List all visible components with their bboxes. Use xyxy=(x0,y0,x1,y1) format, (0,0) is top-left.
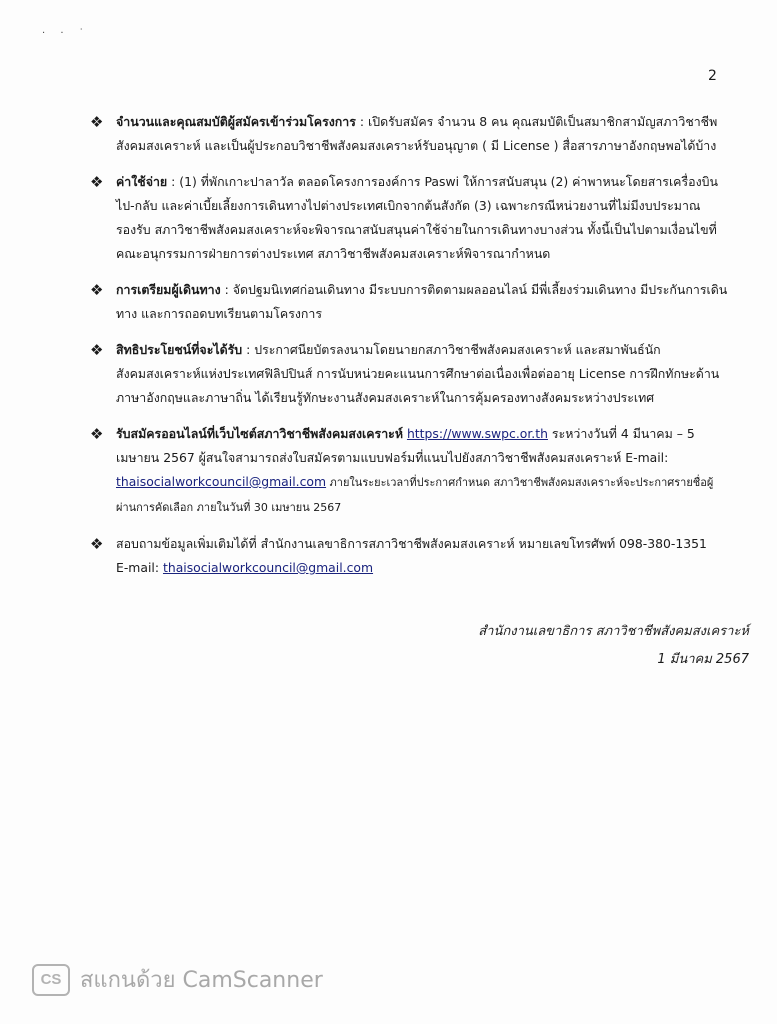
register-text: ระหว่างวันที่ 4 มีนาคม – 5 เมษายน 2567 ผู้สนใจสามารถส่งใบสมัครตามแบบฟอร์มที่แนบไปยังสภาวิชาชีพสังคมสงเคราะห์ xyxy=(116,426,695,465)
email-label: E-mail: xyxy=(625,450,669,465)
item-text: : (1) ที่พักเกาะปาลาวัล ตลอดโครงการองค์การ Paswi ให้การสนับสนุน (2) ค่าพาหนะโดยสารเครื่องบินไป-กลับ และค่าเบี้ยเลี้ยงการเดินทางไปต่างประเทศเบิกจากต้นสังกัด (3) เฉพาะกรณีหน่วยงานที่ไม่มีงบประมาณรองรับ สภาวิชาชีพสังคมสงเคราะห์จะพิจารณาสนับสนุนค่าใช้จ่ายในการเดินทางบางส่วน ทั้งนี้เป็นไปตามเงื่อนไขที่คณะอนุกรรมการฝ่ายการต่างประเทศ สภาวิชาชีพสังคมสงเคราะห์พิจารณากำหนด xyxy=(116,174,718,261)
list-item xyxy=(90,110,730,158)
camscanner-watermark xyxy=(32,962,323,997)
bullet-icon: ❖ xyxy=(90,425,104,443)
contact-text: สอบถามข้อมูลเพิ่มเติมได้ที่ สำนักงานเลขาธิการสภาวิชาชีพสังคมสงเคราะห์ หมายเลขโทรศัพท์ 098-380-1351 xyxy=(116,536,707,551)
bullet-icon: ❖ xyxy=(90,173,104,191)
item-text: : ประกาศนียบัตรลงนามโดยนายกสภาวิชาชีพสังคมสงเคราะห์ และสมาพันธ์นักสังคมสงเคราะห์แห่งประเทศฟิลิปปินส์ การนับหน่วยคะแนนการศึกษาต่อเนื่องเพื่อต่ออายุ License การฝึกทักษะด้านภาษาอังกฤษและภาษาถิ่น ได้เรียนรู้ทักษะงานสังคมสงเคราะห์ในการคุ้มครองทางสังคมระหว่างประเทศ xyxy=(116,342,720,405)
page-number: 2 xyxy=(708,68,717,84)
camscanner-logo-icon: CS xyxy=(32,964,70,996)
item-label: ค่าใช้จ่าย xyxy=(116,174,168,189)
signature-office: สำนักงานเลขาธิการ สภาวิชาชีพสังคมสงเคราะห์ xyxy=(478,624,749,639)
scan-specks: · · ˙ xyxy=(42,28,90,39)
list-item xyxy=(90,278,730,326)
item-label: สิทธิประโยชน์ที่จะได้รับ xyxy=(116,342,243,357)
register-item xyxy=(90,422,730,520)
watermark-text: สแกนด้วย CamScanner xyxy=(80,968,323,993)
website-link[interactable]: https://www.swpc.or.th xyxy=(406,426,548,441)
bullet-icon: ❖ xyxy=(90,535,104,553)
list-item xyxy=(90,338,730,410)
bullet-icon: ❖ xyxy=(90,341,104,359)
contact-item xyxy=(90,532,730,580)
document-body xyxy=(90,110,730,592)
item-text: : จัดปฐมนิเทศก่อนเดินทาง มีระบบการติดตามผลออนไลน์ มีพี่เลี้ยงร่วมเดินทาง มีประกันการเดินทาง และการถอดบทเรียนตามโครงการ xyxy=(116,282,728,321)
item-text: : เปิดรับสมัคร จำนวน 8 คน คุณสมบัติเป็นสมาชิกสามัญสภาวิชาชีพสังคมสงเคราะห์ และเป็นผู้ประกอบวิชาชีพสังคมสงเคราะห์รับอนุญาต ( มี License ) สื่อสารภาษาอังกฤษพอได้บ้าง xyxy=(116,114,718,153)
item-label: จำนวนและคุณสมบัติผู้สมัครเข้าร่วมโครงการ xyxy=(116,114,356,129)
signature-block xyxy=(478,618,749,674)
signature-date: 1 มีนาคม 2567 xyxy=(657,652,749,667)
contact-email-label: E-mail: xyxy=(116,560,160,575)
contact-email-link[interactable]: thaisocialworkcouncil@gmail.com xyxy=(162,560,374,575)
email-link[interactable]: thaisocialworkcouncil@gmail.com xyxy=(116,474,327,489)
bullet-icon: ❖ xyxy=(90,281,104,299)
list-item xyxy=(90,170,730,266)
register-label: รับสมัครออนไลน์ที่เว็บไซต์สภาวิชาชีพสังคมสงเคราะห์ xyxy=(116,426,403,441)
bullet-icon: ❖ xyxy=(90,113,104,131)
item-label: การเตรียมผู้เดินทาง xyxy=(116,282,221,297)
register-deadline-text: ภายในระยะเวลาที่ประกาศกำหนด สภาวิชาชีพสังคมสงเคราะห์จะประกาศรายชื่อผู้ผ่านการคัดเลือก ภายในวันที่ 30 เมษายน 2567 xyxy=(116,476,714,514)
